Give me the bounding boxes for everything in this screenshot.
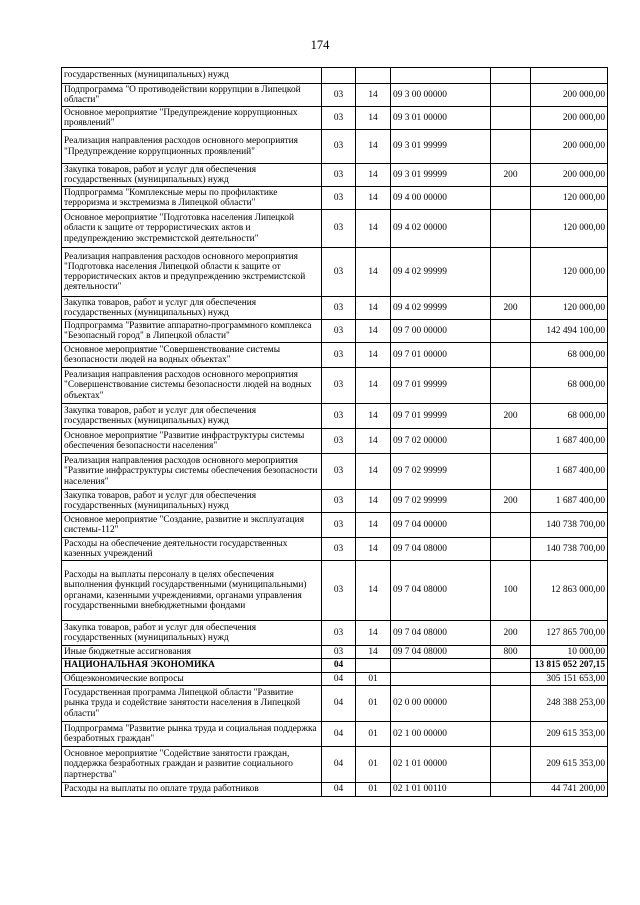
section-code-cell: 03 [322,187,356,210]
target-article-cell: 09 7 04 08000 [391,561,491,621]
subsection-code-cell: 14 [356,513,391,538]
target-article-cell [391,659,491,673]
subsection-code-cell: 14 [356,164,391,187]
expense-name-cell: Расходы на выплаты персоналу в целях обеспечения выполнения функций государственными (муниципальными) органами, казенными учреждениями, органами управления государственными внебюджетными фондами [62,561,322,621]
amount-cell: 120 000,00 [531,297,608,320]
amount-cell: 120 000,00 [531,187,608,210]
table-row [62,621,608,646]
section-code-cell [322,68,356,84]
section-code-cell: 04 [322,686,356,722]
target-article-cell: 09 7 02 99999 [391,490,491,513]
expense-type-cell [491,130,531,164]
subsection-code-cell: 14 [356,538,391,561]
expense-name-cell: Иные бюджетные ассигнования [62,646,322,659]
target-article-cell: 09 7 01 99999 [391,368,491,404]
section-code-cell: 03 [322,107,356,130]
expense-type-cell [491,429,531,454]
amount-cell: 10 000,00 [531,646,608,659]
target-article-cell: 09 7 02 00000 [391,429,491,454]
expense-name-cell: Реализация направления расходов основного мероприятия "Развитие инфраструктуры системы обеспечения безопасности населения" [62,454,322,490]
amount-cell: 68 000,00 [531,343,608,368]
subsection-code-cell: 14 [356,210,391,248]
amount-cell: 68 000,00 [531,404,608,429]
target-article-cell: 09 4 02 99999 [391,297,491,320]
amount-cell: 12 863 000,00 [531,561,608,621]
target-article-cell: 09 7 00 00000 [391,320,491,343]
expense-type-cell: 200 [491,621,531,646]
amount-cell: 120 000,00 [531,210,608,248]
subsection-code-cell: 14 [356,130,391,164]
target-article-cell: 09 7 01 00000 [391,343,491,368]
expense-type-cell [491,187,531,210]
table-row [62,454,608,490]
target-article-cell: 09 3 00 00000 [391,84,491,107]
expense-type-cell [491,659,531,673]
expense-name-cell: Закупка товаров, работ и услуг для обеспечения государственных (муниципальных) нужд [62,164,322,187]
table-row [62,513,608,538]
expense-type-cell [491,454,531,490]
expense-name-cell: Расходы на обеспечение деятельности государственных казенных учреждений [62,538,322,561]
target-article-cell: 02 0 00 00000 [391,686,491,722]
amount-cell: 13 815 052 207,15 [531,659,608,673]
table-row [62,561,608,621]
expense-type-cell [491,343,531,368]
amount-cell: 200 000,00 [531,130,608,164]
expense-type-cell [491,320,531,343]
section-code-cell: 03 [322,454,356,490]
expense-type-cell [491,783,531,797]
target-article-cell: 02 1 01 00110 [391,783,491,797]
amount-cell: 142 494 100,00 [531,320,608,343]
subsection-code-cell: 14 [356,404,391,429]
expense-type-cell [491,722,531,747]
amount-cell: 1 687 400,00 [531,490,608,513]
amount-cell: 248 388 253,00 [531,686,608,722]
expense-name-cell: Закупка товаров, работ и услуг для обеспечения государственных (муниципальных) нужд [62,490,322,513]
expense-type-cell [491,107,531,130]
amount-cell: 200 000,00 [531,107,608,130]
expense-name-cell: Подпрограмма "Развитие аппаратно-программного комплекса "Безопасный город" в Липецкой области" [62,320,322,343]
table-row [62,130,608,164]
subsection-code-cell: 01 [356,722,391,747]
subsection-code-cell: 01 [356,747,391,783]
table-row [62,84,608,107]
expense-name-cell: Реализация направления расходов основного мероприятия "Совершенствование системы безопасности людей на водных объектах" [62,368,322,404]
expense-name-cell: Основное мероприятие "Подготовка населения Липецкой области к защите от террористических актов и предупреждению экстремистской деятельности" [62,210,322,248]
section-code-cell: 03 [322,164,356,187]
section-code-cell: 03 [322,429,356,454]
section-code-cell: 04 [322,722,356,747]
expense-type-cell: 200 [491,490,531,513]
amount-cell: 1 687 400,00 [531,429,608,454]
expense-type-cell [491,747,531,783]
expense-type-cell: 200 [491,404,531,429]
amount-cell: 209 615 353,00 [531,747,608,783]
amount-cell [531,68,608,84]
subsection-code-cell: 14 [356,621,391,646]
section-code-cell: 03 [322,404,356,429]
amount-cell: 1 687 400,00 [531,454,608,490]
expense-name-cell: НАЦИОНАЛЬНАЯ ЭКОНОМИКА [62,659,322,673]
budget-table [61,67,608,797]
expense-name-cell: государственных (муниципальных) нужд [62,68,322,84]
subsection-code-cell: 14 [356,248,391,297]
table-row [62,368,608,404]
target-article-cell: 09 3 01 00000 [391,107,491,130]
section-code-cell: 03 [322,130,356,164]
expense-name-cell: Основное мероприятие "Предупреждение коррупционных проявлений" [62,107,322,130]
section-code-cell: 03 [322,646,356,659]
expense-name-cell: Закупка товаров, работ и услуг для обеспечения государственных (муниципальных) нужд [62,297,322,320]
expense-type-cell [491,538,531,561]
target-article-cell: 09 7 04 08000 [391,621,491,646]
section-code-cell: 03 [322,297,356,320]
expense-type-cell [491,673,531,686]
expense-type-cell [491,84,531,107]
expense-type-cell [491,513,531,538]
subsection-code-cell: 14 [356,429,391,454]
table-row [62,297,608,320]
section-code-cell: 04 [322,659,356,673]
expense-name-cell: Закупка товаров, работ и услуг для обеспечения государственных (муниципальных) нужд [62,404,322,429]
section-code-cell: 03 [322,561,356,621]
expense-name-cell: Общеэкономические вопросы [62,673,322,686]
expense-name-cell: Расходы на выплаты по оплате труда работников [62,783,322,797]
target-article-cell: 09 4 02 99999 [391,248,491,297]
expense-name-cell: Государственная программа Липецкой области "Развитие рынка труда и содействие занятости населения в Липецкой области" [62,686,322,722]
target-article-cell: 09 3 01 99999 [391,164,491,187]
subsection-code-cell [356,659,391,673]
table-row [62,187,608,210]
target-article-cell: 02 1 00 00000 [391,722,491,747]
table-row [62,673,608,686]
table-row [62,210,608,248]
expense-type-cell: 800 [491,646,531,659]
expense-name-cell: Основное мероприятие "Развитие инфраструктуры системы обеспечения безопасности населения" [62,429,322,454]
target-article-cell [391,68,491,84]
table-row [62,164,608,187]
table-row [62,68,608,84]
expense-type-cell: 200 [491,297,531,320]
table-row [62,343,608,368]
section-code-cell: 03 [322,210,356,248]
section-code-cell: 04 [322,673,356,686]
section-code-cell: 03 [322,368,356,404]
subsection-code-cell: 14 [356,490,391,513]
section-code-cell: 03 [322,84,356,107]
expense-name-cell: Закупка товаров, работ и услуг для обеспечения государственных (муниципальных) нужд [62,621,322,646]
table-row [62,429,608,454]
amount-cell: 140 738 700,00 [531,513,608,538]
expense-type-cell [491,68,531,84]
target-article-cell: 09 3 01 99999 [391,130,491,164]
expense-type-cell [491,686,531,722]
table-row [62,320,608,343]
expense-name-cell: Основное мероприятие "Содействие занятости граждан, поддержка безработных граждан и развитие социального партнерства" [62,747,322,783]
subsection-code-cell: 14 [356,454,391,490]
target-article-cell: 09 7 01 99999 [391,404,491,429]
section-code-cell: 03 [322,343,356,368]
target-article-cell: 09 4 02 00000 [391,210,491,248]
subsection-code-cell: 14 [356,343,391,368]
table-row [62,490,608,513]
table-row [62,404,608,429]
target-article-cell: 09 4 00 00000 [391,187,491,210]
subsection-code-cell: 14 [356,368,391,404]
table-row [62,659,608,673]
amount-cell: 200 000,00 [531,164,608,187]
table-row [62,747,608,783]
target-article-cell: 09 7 04 08000 [391,646,491,659]
table-row [62,722,608,747]
expense-type-cell: 200 [491,164,531,187]
amount-cell: 120 000,00 [531,248,608,297]
table-row [62,686,608,722]
section-code-cell: 03 [322,538,356,561]
expense-name-cell: Подпрограмма "Комплексные меры по профилактике терроризма и экстремизма в Липецкой области" [62,187,322,210]
table-row [62,538,608,561]
section-code-cell: 04 [322,783,356,797]
target-article-cell [391,673,491,686]
target-article-cell: 09 7 04 08000 [391,538,491,561]
expense-type-cell: 100 [491,561,531,621]
subsection-code-cell [356,68,391,84]
subsection-code-cell: 01 [356,673,391,686]
amount-cell: 127 865 700,00 [531,621,608,646]
section-code-cell: 03 [322,513,356,538]
subsection-code-cell: 14 [356,107,391,130]
section-code-cell: 03 [322,320,356,343]
expense-name-cell: Основное мероприятие "Совершенствование системы безопасности людей на водных объектах" [62,343,322,368]
subsection-code-cell: 14 [356,320,391,343]
target-article-cell: 02 1 01 00000 [391,747,491,783]
table-row [62,783,608,797]
section-code-cell: 03 [322,621,356,646]
subsection-code-cell: 01 [356,686,391,722]
expense-type-cell [491,248,531,297]
expense-type-cell [491,210,531,248]
table-row [62,248,608,297]
amount-cell: 68 000,00 [531,368,608,404]
table-row [62,107,608,130]
section-code-cell: 03 [322,490,356,513]
subsection-code-cell: 14 [356,646,391,659]
subsection-code-cell: 14 [356,84,391,107]
target-article-cell: 09 7 04 00000 [391,513,491,538]
expense-type-cell [491,368,531,404]
amount-cell: 44 741 200,00 [531,783,608,797]
amount-cell: 305 151 653,00 [531,673,608,686]
amount-cell: 209 615 353,00 [531,722,608,747]
subsection-code-cell: 14 [356,187,391,210]
expense-name-cell: Реализация направления расходов основного мероприятия "Подготовка населения Липецкой области к защите от террористических актов и предупреждению экстремистской деятельности" [62,248,322,297]
subsection-code-cell: 14 [356,297,391,320]
expense-name-cell: Подпрограмма "О противодействии коррупции в Липецкой области" [62,84,322,107]
subsection-code-cell: 01 [356,783,391,797]
subsection-code-cell: 14 [356,561,391,621]
section-code-cell: 03 [322,248,356,297]
expense-name-cell: Подпрограмма "Развитие рынка труда и социальная поддержка безработных граждан" [62,722,322,747]
target-article-cell: 09 7 02 99999 [391,454,491,490]
expense-name-cell: Основное мероприятие "Создание, развитие и эксплуатация системы-112" [62,513,322,538]
amount-cell: 200 000,00 [531,84,608,107]
expense-name-cell: Реализация направления расходов основного мероприятия "Предупреждение коррупционных проявлений" [62,130,322,164]
table-row [62,646,608,659]
section-code-cell: 04 [322,747,356,783]
page-number: 174 [310,38,330,52]
amount-cell: 140 738 700,00 [531,538,608,561]
budget-table-body [62,68,608,797]
